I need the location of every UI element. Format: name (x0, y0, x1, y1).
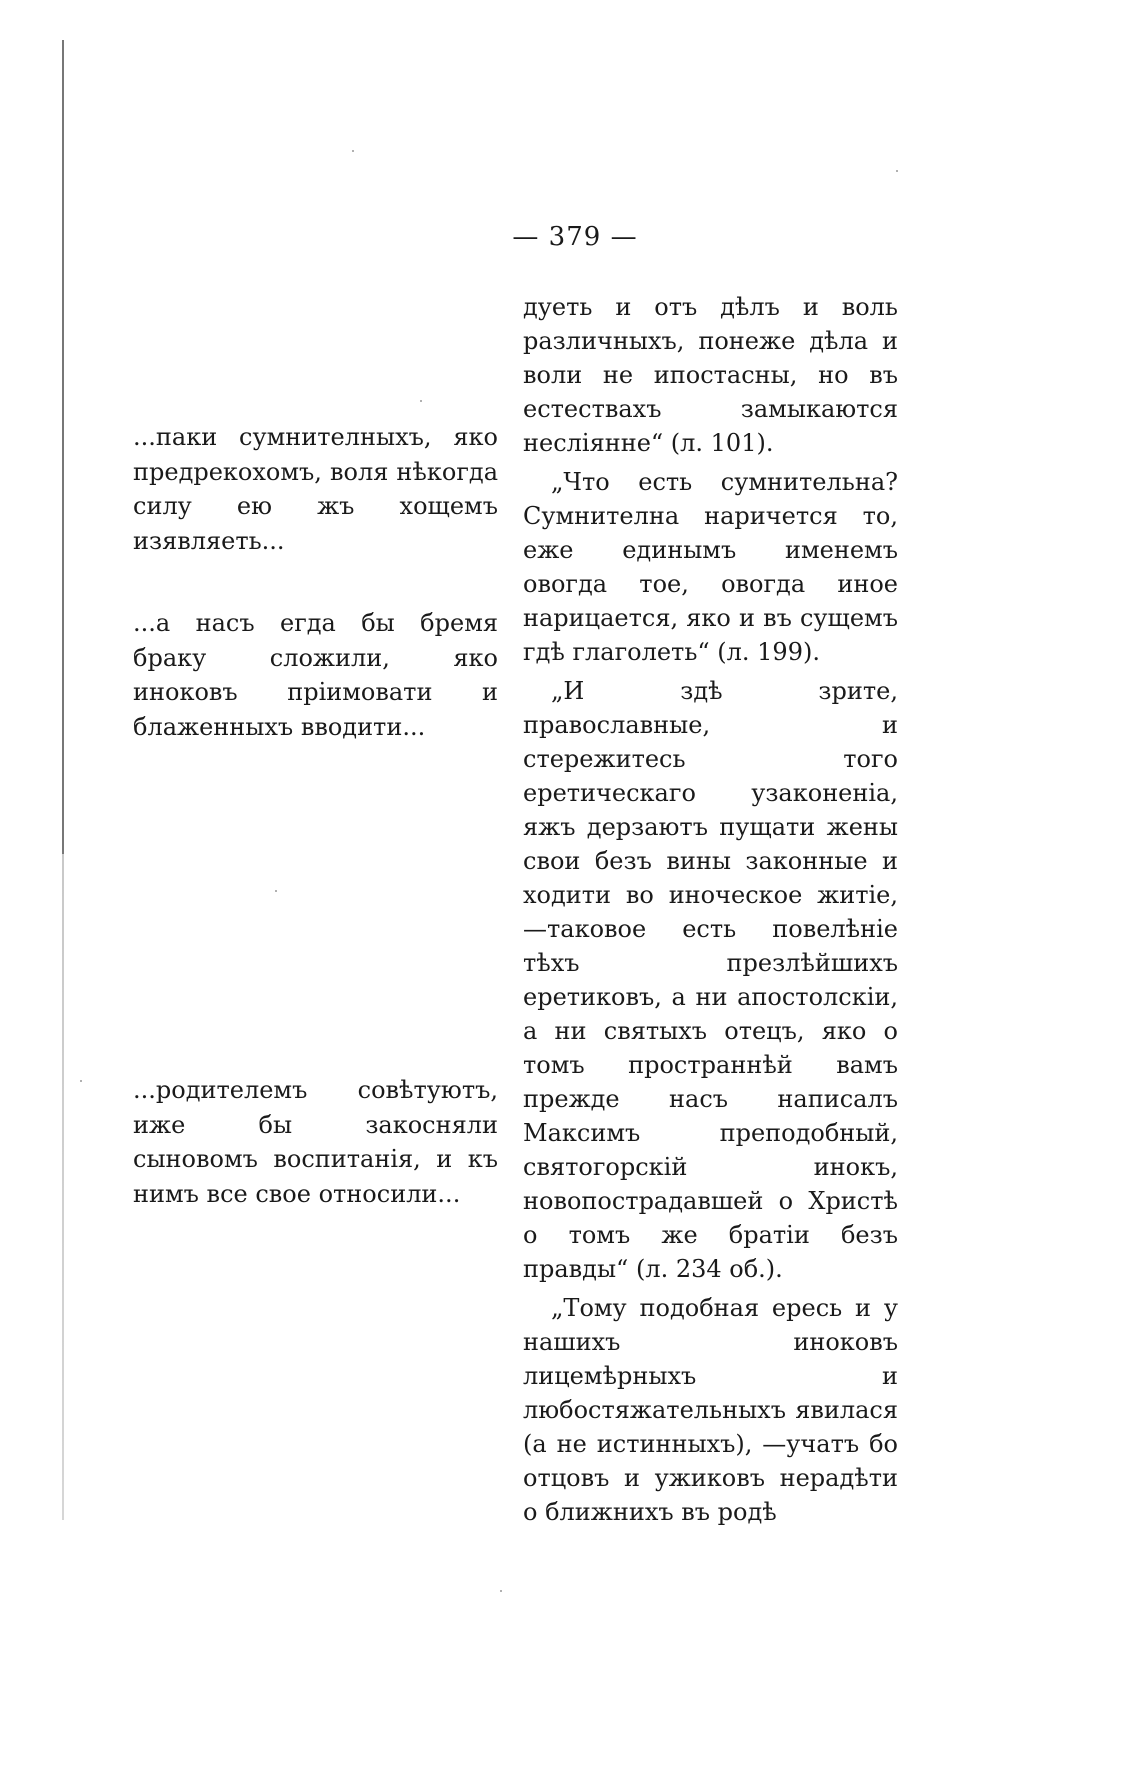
left-fragment-1 (133, 420, 498, 558)
right-paragraph: „Тому подобная ересь и у нашихъ иноковъ лицемѣрныхъ и любостяжательныхъ явилася (а не истинныхъ), —учатъ бо отцовъ и ужиковъ нерадѣти о ближнихъ въ родѣ (523, 1294, 898, 1526)
scan-speck (80, 1080, 82, 1082)
right-column (523, 290, 898, 1534)
right-paragraph: „И здѣ зрите, православные, и стережитесь того еретическаго узаконенiа, яжъ дерзаютъ пущати жены свои безъ вины законные и ходити во иноческое житiе,—таковое есть повелѣнiе тѣхъ презлѣйшихъ еретиковъ, а ни апостолскiи, а ни святыхъ отецъ, яко о томъ пространнѣй вамъ прежде насъ написалъ Максимъ преподобный, святогорскiй инокъ, новопострадавшей о Христѣ о томъ же братiи безъ правды“ (л. 234 об.). (523, 677, 898, 1283)
left-fragment-text: ...паки сумнителныхъ, яко предрекохомъ, воля нѣкогда силу ею жъ хощемъ изявляеть... (133, 423, 498, 555)
scan-speck (500, 1590, 502, 1592)
right-paragraph: дуеть и отъ дѣлъ и воль различныхъ, понеже дѣла и воли не ипостасны, но въ естествахъ замыкаются неслiянне“ (л. 101). (523, 293, 898, 457)
left-fragment-3 (133, 1073, 498, 1211)
scan-speck (275, 890, 277, 892)
left-fragment-text: ...а насъ егда бы бремя браку сложили, яко иноковъ пріимовати и блаженныхъ вводити... (133, 609, 498, 741)
scan-speck (896, 170, 898, 172)
scan-speck (420, 400, 422, 402)
scan-speck (352, 150, 354, 152)
page-edge-line (62, 40, 64, 1520)
page-number: — 379 — (512, 222, 638, 252)
right-paragraph: „Что есть сумнительна? Сумнителна наричется то, еже единымъ именемъ овогда тое, овогда иное нарицается, яко и въ сущемъ гдѣ глаголеть“ (л. 199). (523, 468, 898, 666)
left-fragment-2 (133, 606, 498, 744)
left-fragment-text: ...родителемъ совѣтуютъ, иже бы закосняли сыновомъ воспитанія, и къ нимъ все свое относили... (133, 1076, 498, 1208)
